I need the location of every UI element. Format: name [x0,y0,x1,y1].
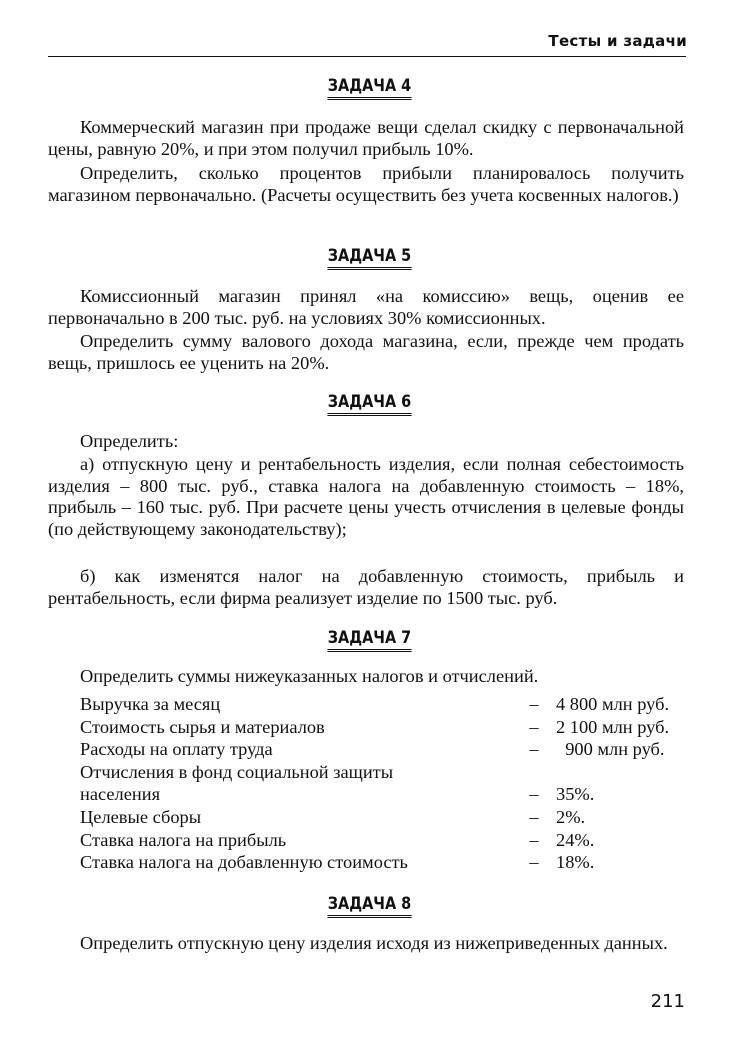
data-row-materials [80,716,684,739]
running-header: Тесты и задачи [548,32,687,50]
row-label: Расходы на оплату труда [80,739,273,760]
page-number: 211 [650,991,685,1012]
row-label: Ставка налога на добавленную стоимость [80,852,408,873]
task-6-paragraph-2: а) отпускную цену и рентабельность изделия, если полная себестоимость изделия – 800 тыс. руб., ставка налога на добавленную стоимость – 18%, прибыль – 160 тыс. руб. При расчете цены учесть отчисления в целевые фонды (по действующему законодательству); [48,454,684,539]
row-label: Выручка за месяц [80,694,221,714]
task-7-title: ЗАДАЧА 7 [55,628,683,652]
task-5-title: ЗАДАЧА 5 [55,246,683,270]
data-row-social-fund-label [80,761,684,784]
row-value: 4 800 млн руб. [556,694,670,714]
data-row-labor [80,738,684,761]
task-5-paragraph-2: Определить сумму валового дохода магазина, если, прежде чем продать вещь, пришлось ее уценить на 20%. [48,331,684,373]
task-6-title: ЗАДАЧА 6 [55,392,683,416]
task-6-paragraph-3: б) как изменятся налог на добавленную стоимость, прибыль и рентабельность, если фирма реализует изделие по 1500 тыс. руб. [48,566,684,608]
row-value: 900 млн руб. [556,739,665,760]
row-dash: – [529,716,539,737]
row-value: 35%. [556,784,595,805]
row-dash: – [529,739,539,760]
task-8-title: ЗАДАЧА 8 [55,894,683,918]
data-row-vat [80,851,684,874]
row-label: Ставка налога на прибыль [80,829,287,850]
row-value: 18%. [556,852,595,873]
data-row-profit-tax [80,829,684,852]
task-4-title: ЗАДАЧА 4 [55,76,683,100]
task-5-paragraph-1: Комиссионный магазин принял «на комиссию» вещь, оценив ее первоначально в 200 тыс. руб. на условиях 30% комиссионных. [48,286,684,328]
task-4-paragraph-1: Коммерческий магазин при продаже вещи сделал скидку с первоначальной цены, равную 20%, и при этом получил прибыль 10%. [48,117,684,159]
row-dash: – [529,694,539,714]
task-7-data-list [80,693,684,874]
data-row-social-fund [80,783,684,806]
row-value: 2%. [556,806,586,827]
data-row-target-fees [80,806,684,829]
row-label: Целевые сборы [80,806,202,827]
data-row-revenue [80,693,684,716]
task-6-paragraph-1: Определить: [80,431,179,451]
task-4-paragraph-2: Определить, сколько процентов прибыли планировалось получить магазином первоначально. (Расчеты осуществить без учета косвенных налогов.) [48,163,684,205]
row-label: Отчисления в фонд социальной защиты [80,761,394,782]
row-label: населения [80,784,161,805]
row-label: Стоимость сырья и материалов [80,716,325,737]
row-value: 2 100 млн руб. [556,716,670,737]
row-dash: – [529,852,539,873]
row-value: 24%. [556,829,595,850]
row-dash: – [529,829,539,850]
header-rule [48,56,686,57]
task-8-paragraph-1: Определить отпускную цену изделия исходя из нижеприведенных данных. [80,933,668,953]
row-dash: – [529,806,539,827]
row-dash: – [529,784,539,805]
task-7-intro: Определить суммы нижеуказанных налогов и отчислений. [80,666,539,686]
